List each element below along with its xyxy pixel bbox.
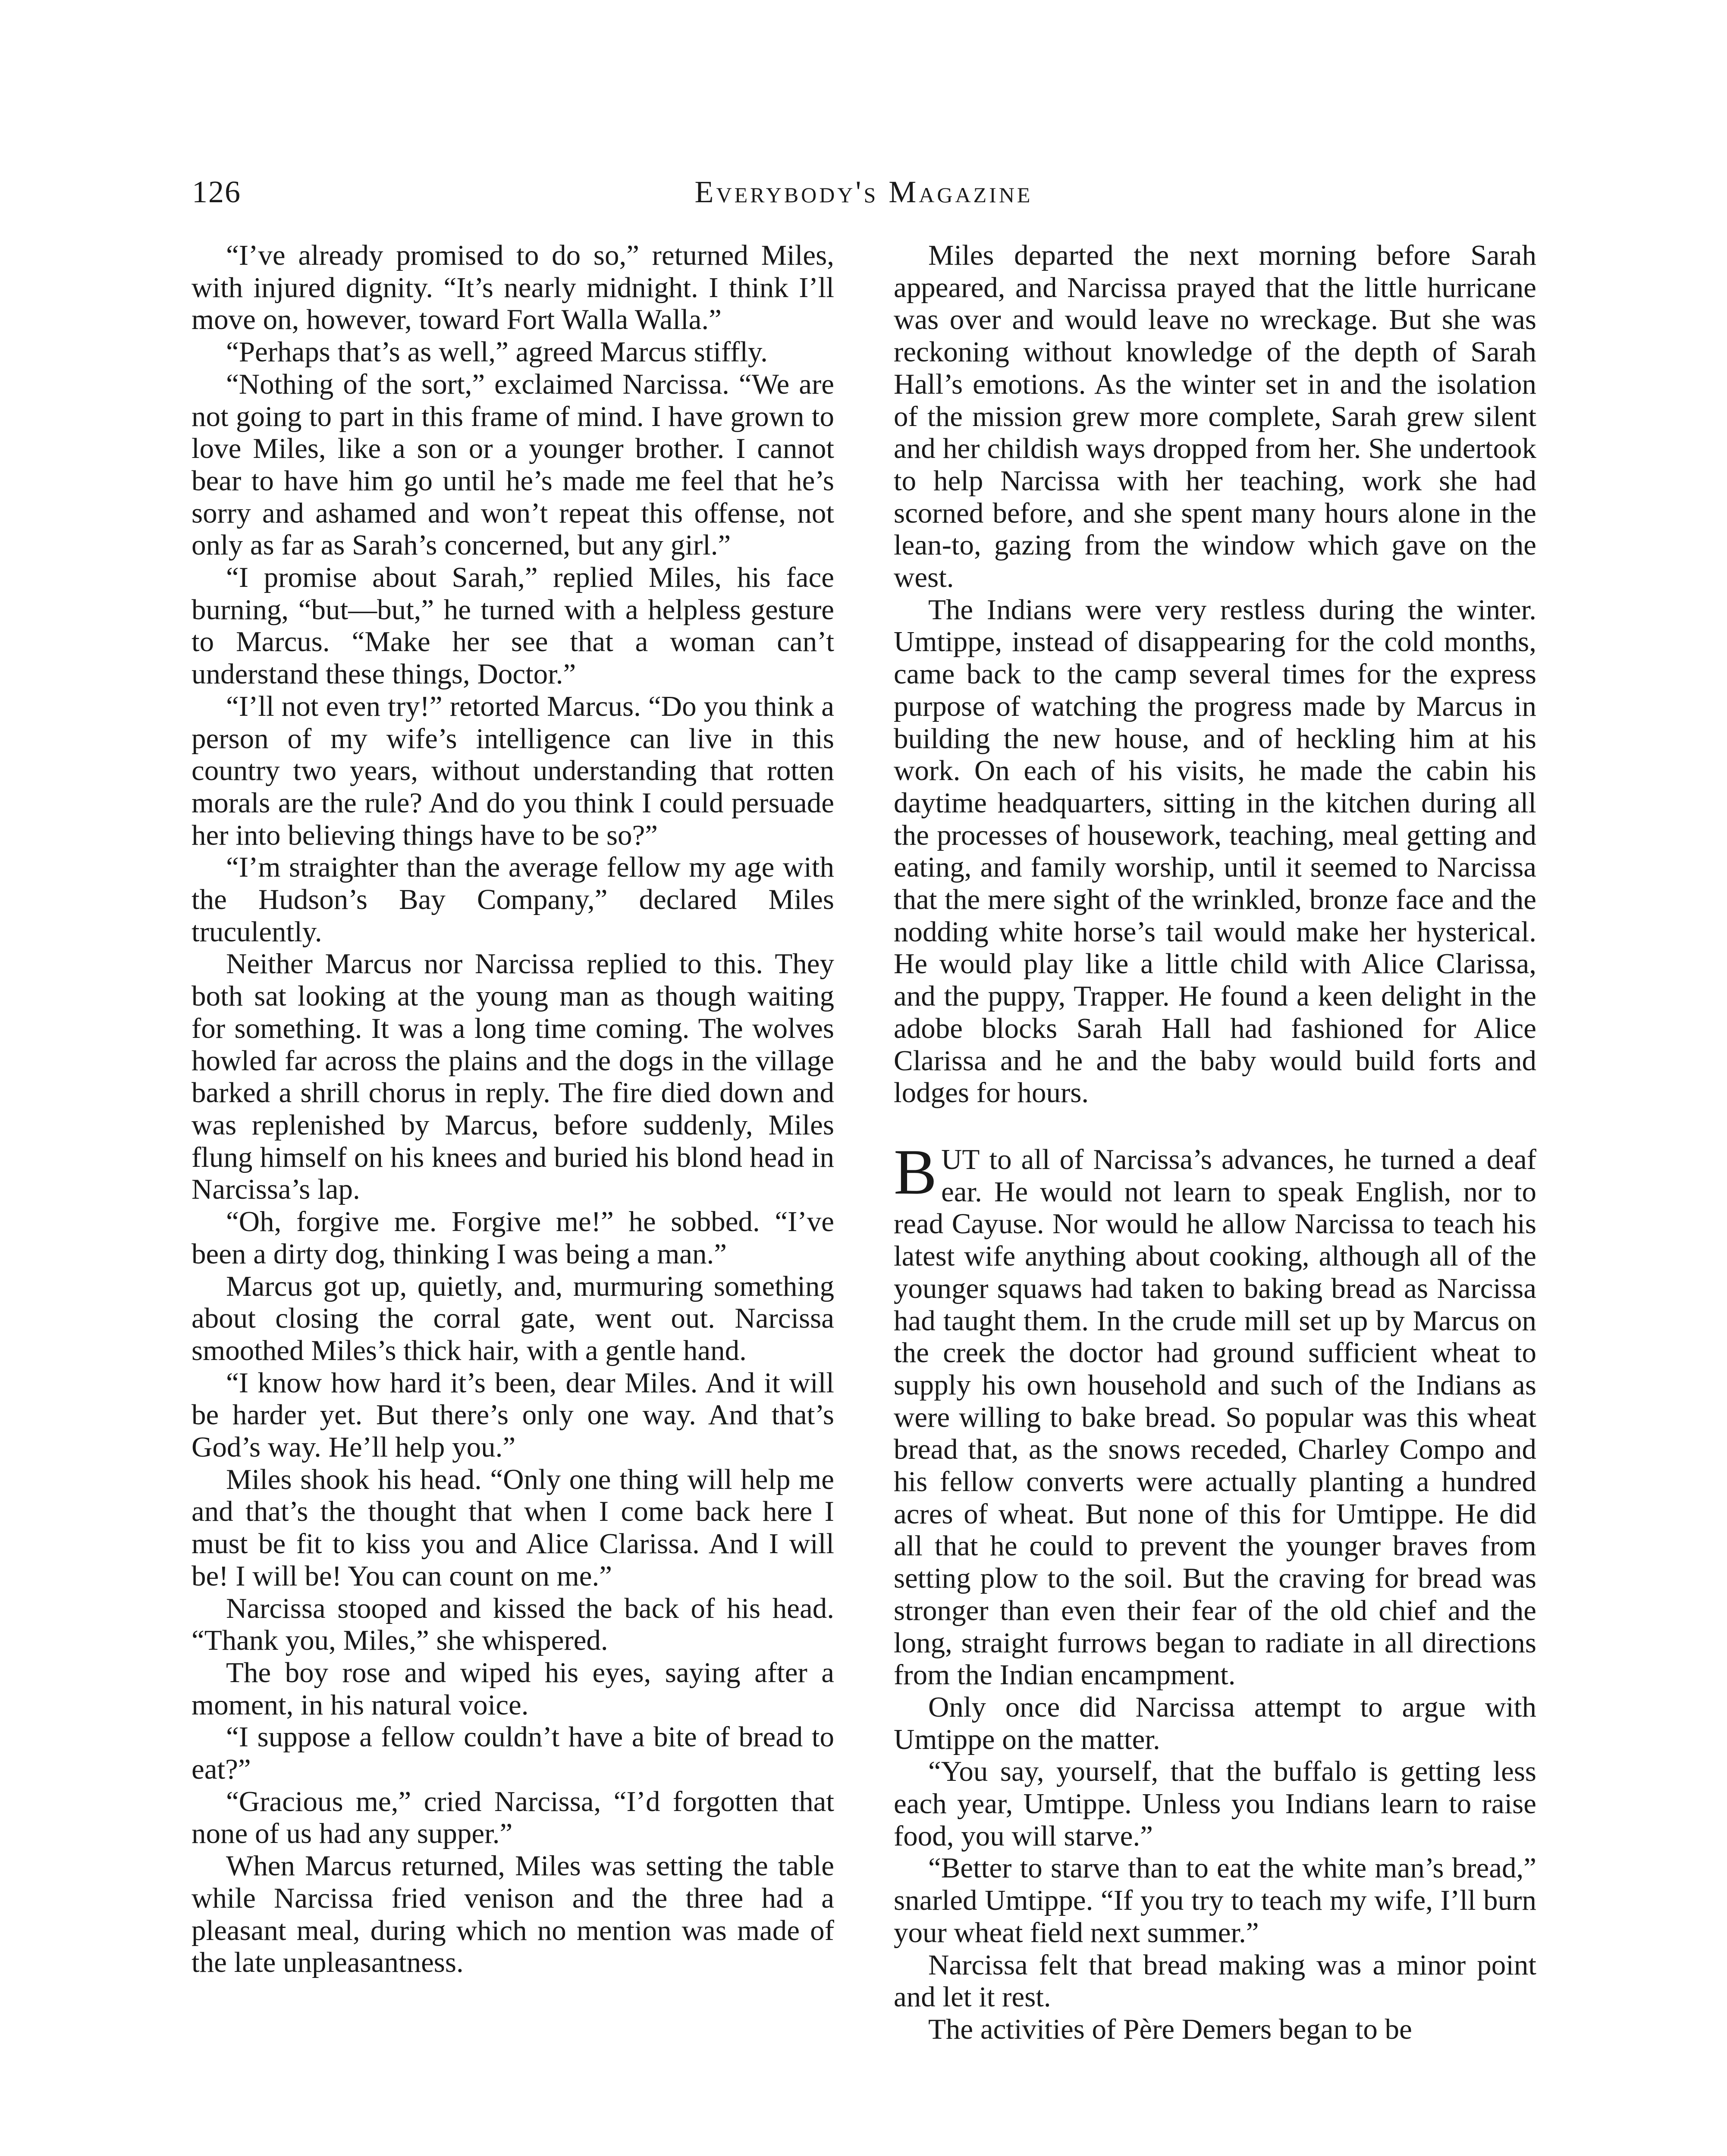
paragraph: “Nothing of the sort,” exclaimed Narcissa. “We are not going to part in this frame of mind. I have grown to love Miles, like a son or a younger brother. I cannot bear to have him go until he’s made me feel that he’s sorry and ashamed and won’t repeat this offense, not only as far as Sarah’s concerned, but any girl.” [192,368,834,561]
paragraph: Narcissa stooped and kissed the back of his head. “Thank you, Miles,” she whispered. [192,1592,834,1657]
paragraph: “Oh, forgive me. Forgive me!” he sobbed. “I’ve been a dirty dog, thinking I was being a man.” [192,1206,834,1270]
paragraph: “I promise about Sarah,” replied Miles, his face burning, “but—but,” he turned with a helpless gesture to Marcus. “Make her see that a woman can’t understand these things, Doctor.” [192,561,834,690]
paragraph: “I suppose a fellow couldn’t have a bite of bread to eat?” [192,1721,834,1786]
paragraph: Neither Marcus nor Narcissa replied to this. They both sat looking at the young man as though waiting for something. It was a long time coming. The wolves howled far across the plains and the dogs in the village barked a shrill chorus in reply. The fire died down and was replenished by Marcus, before suddenly, Miles flung himself on his knees and buried his blond head in Narcissa’s lap. [192,948,834,1206]
paragraph: “I’ve already promised to do so,” returned Miles, with injured dignity. “It’s nearly midnight. I think I’ll move on, however, toward Fort Walla Walla.” [192,239,834,336]
running-head [192,170,1535,213]
left-column [192,239,834,1979]
paragraph: When Marcus returned, Miles was setting the table while Narcissa fried venison and the three had a pleasant meal, during which no mention was made of the late unpleasantness. [192,1850,834,1979]
opening-small-caps: UT [941,1143,980,1175]
paragraph: The boy rose and wiped his eyes, saying after a moment, in his natural voice. [192,1656,834,1721]
section-opening-paragraph [894,1136,1536,1691]
paragraph: Only once did Narcissa attempt to argue with Umtippe on the matter. [894,1691,1536,1755]
paragraph: Miles shook his head. “Only one thing will help me and that’s the thought that when I come back here I must be fit to kiss you and Alice Clarissa. And I will be! I will be! You can count on me.” [192,1463,834,1592]
paragraph: The activities of Père Demers began to be [928,2013,1412,2045]
paragraph: Marcus got up, quietly, and, murmuring something about closing the corral gate, went out. Narcissa smoothed Miles’s thick hair, with a gentle hand. [192,1270,834,1366]
paragraph: “I know how hard it’s been, dear Miles. And it will be harder yet. But there’s only one way. And that’s God’s way. He’ll help you.” [192,1366,834,1463]
paragraph: Narcissa felt that bread making was a minor point and let it rest. [894,1949,1536,2013]
paragraph: “You say, yourself, that the buffalo is getting less each year, Umtippe. Unless you Indians learn to raise food, you will starve.” [894,1755,1536,1852]
paragraph: “Perhaps that’s as well,” agreed Marcus stiffly. [226,336,768,368]
paragraph: “I’ll not even try!” retorted Marcus. “Do you think a person of my wife’s intelligence can live in this country two years, without understanding that rotten morals are the rule? And do you think I could persuade her into believing things have to be so?” [192,690,834,851]
paragraph: “Better to starve than to eat the white man’s bread,” snarled Umtippe. “If you try to teach my wife, I’ll burn your wheat field next summer.” [894,1852,1536,1949]
right-column [894,239,1536,2046]
paragraph: Miles departed the next morning before Sarah appeared, and Narcissa prayed that the little hurricane was over and would leave no wreckage. But she was reckoning without knowledge of the depth of Sarah Hall’s emotions. As the winter set in and the isolation of the mission grew more complete, Sarah grew silent and her childish ways dropped from her. She undertook to help Narcissa with her teaching, work she had scorned before, and she spent many hours alone in the lean-to, gazing from the window which gave on the west. [894,239,1536,594]
opening-text: to all of Narcissa’s advances, he turned a deaf ear. He would not learn to speak English, nor to read Cayuse. Nor would he allow Narcissa to teach his latest wife anything about cooking, although all of the younger squaws had taken to baking bread as Narcissa had taught them. In the crude mill set up by Marcus on the creek the doctor had ground sufficient wheat to supply his own household and such of the Indians as were willing to bake bread. So popular was this wheat bread that, as the snows receded, Charley Compo and his fellow converts were actually planting a hundred acres of wheat. But none of this for Umtippe. He did all that he could to prevent the younger braves from setting plow to the soil. But the craving for bread was stronger than even their fear of the old chief and the long, straight furrows began to radiate in all directions from the Indian encampment. [894,1143,1536,1691]
drop-cap: B [894,1136,937,1208]
paragraph: The Indians were very restless during the winter. Umtippe, instead of disappearing for the cold months, came back to the camp several times for the express purpose of watching the progress made by Marcus in building the new house, and of heckling him at his work. On each of his visits, he made the cabin his daytime headquarters, sitting in the kitchen during all the processes of housework, teaching, meal getting and eating, and family worship, until it seemed to Narcissa that the mere sight of the wrinkled, bronze face and the nodding white horse’s tail would make her hysterical. He would play like a little child with Alice Clarissa, and the puppy, Trapper. He found a keen delight in the adobe blocks Sarah Hall had fashioned for Alice Clarissa and he and the baby would build forts and lodges for hours. [894,593,1536,1109]
magazine-title: Everybody's Magazine [694,175,1033,209]
paragraph: “I’m straighter than the average fellow my age with the Hudson’s Bay Company,” declared Miles truculently. [192,851,834,948]
page-number: 126 [192,175,241,209]
paragraph: “Gracious me,” cried Narcissa, “I’d forgotten that none of us had any supper.” [192,1785,834,1850]
